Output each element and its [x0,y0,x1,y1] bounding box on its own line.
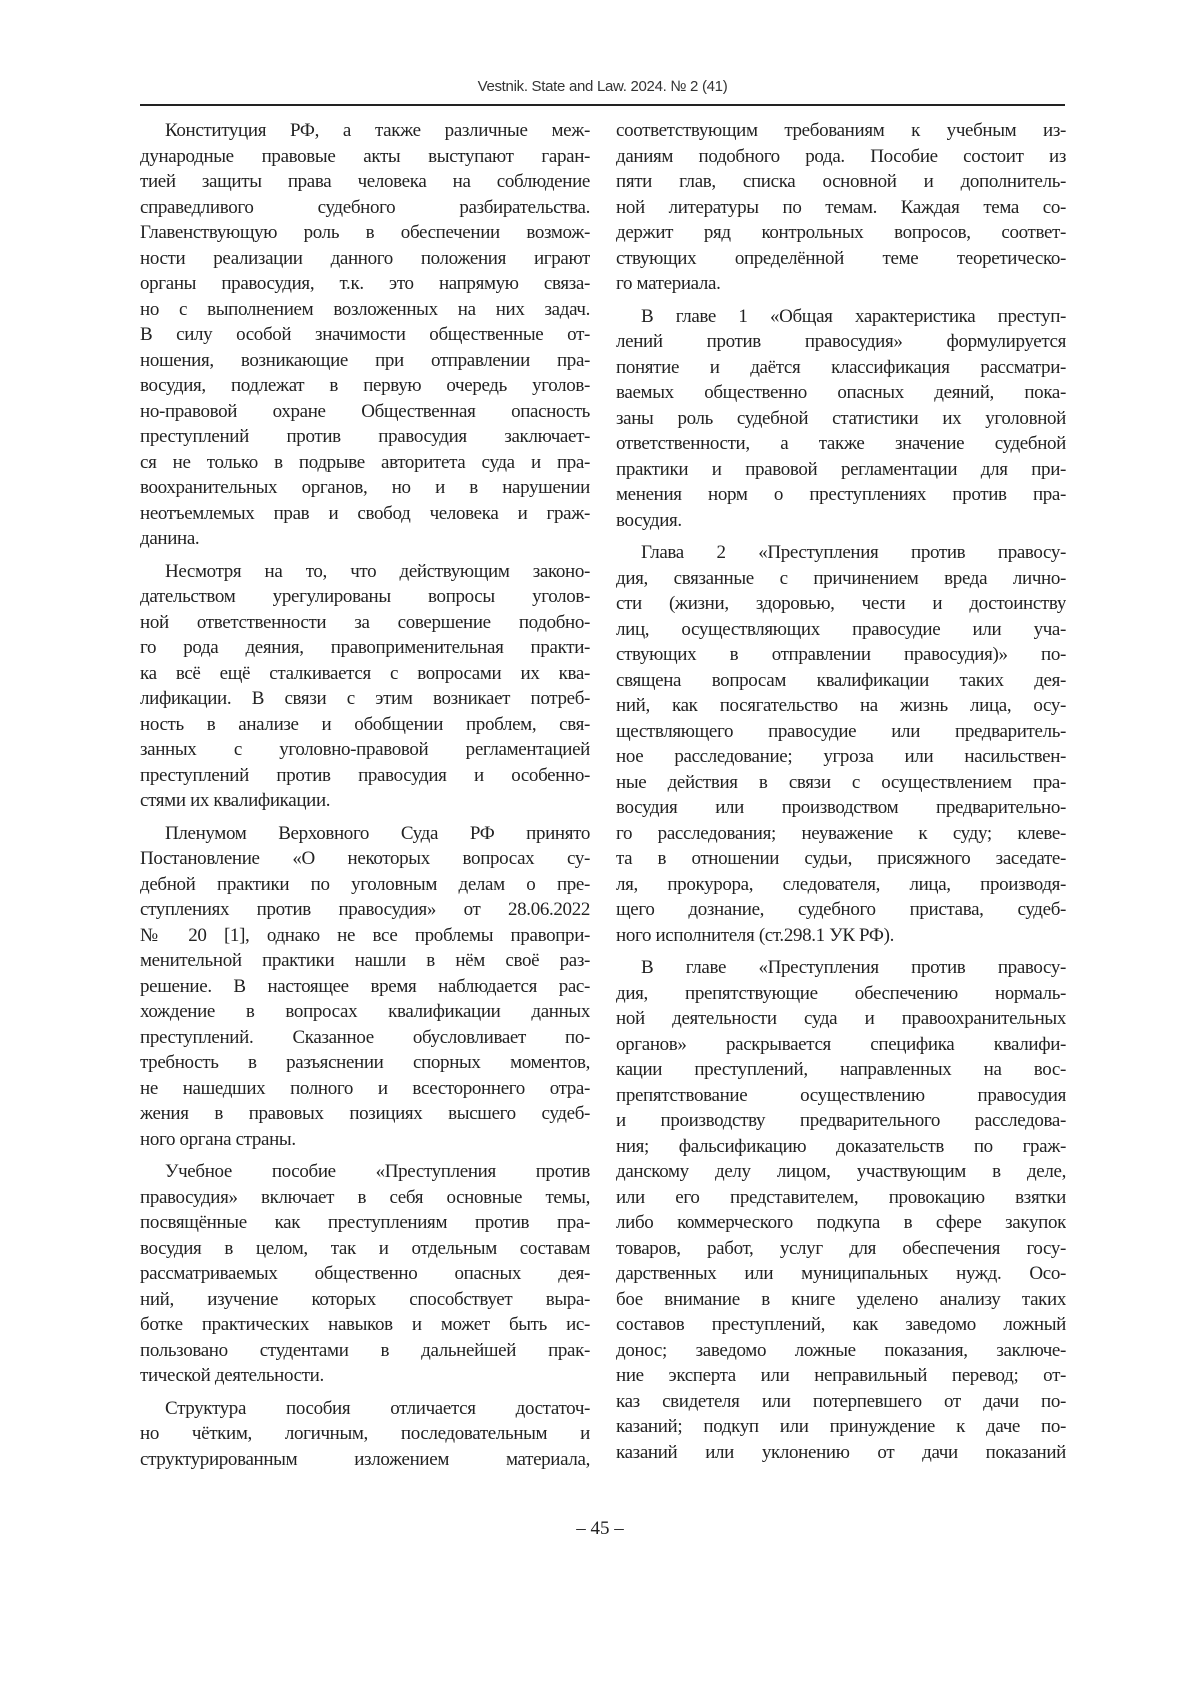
text-line: решение. В настоящее время наблюдается рас- [140,974,590,1000]
text-line: сти (жизни, здоровью, чести и достоинству [616,591,1066,617]
paragraph [140,118,590,552]
text-line: дарственных или муниципальных нужд. Осо- [616,1261,1066,1287]
text-line: ние эксперта или неправильный перевод; от- [616,1363,1066,1389]
text-line: преступлений против правосудия заключает- [140,424,590,450]
text-line: ществляющего правосудие или предваритель- [616,719,1066,745]
text-line: жения в правовых позициях высшего судеб- [140,1101,590,1127]
text-line: ствующих определённой теме теоретическо- [616,246,1066,272]
text-line: или его представителем, провокацию взятки [616,1185,1066,1211]
text-line: щего дознание, судебного пристава, судеб- [616,897,1066,923]
text-line: донос; заведомо ложные показания, заключе- [616,1338,1066,1364]
paragraph [140,1396,590,1473]
text-line: восудия или производством предварительно- [616,795,1066,821]
text-line: восудия в целом, так и отдельным составам [140,1236,590,1262]
text-line: тией защиты права человека на соблюдение [140,169,590,195]
text-line: Пленумом Верховного Суда РФ принято [140,821,590,847]
text-line: В главе «Преступления против правосу- [616,955,1066,981]
paragraph [616,540,1066,948]
text-line: заны роль судебной статистики их уголовной [616,406,1066,432]
text-line: Учебное пособие «Преступления против [140,1159,590,1185]
text-line: справедливого судебного разбирательства. [140,195,590,221]
text-line: и производству предварительного расследова- [616,1108,1066,1134]
text-line: ной деятельности суда и правоохранительных [616,1006,1066,1032]
text-line: даниям подобного рода. Пособие состоит из [616,144,1066,170]
text-line: но чётким, логичным, последовательным и [140,1421,590,1447]
text-line: держит ряд контрольных вопросов, соответ- [616,220,1066,246]
text-line: кации преступлений, направленных на вос- [616,1057,1066,1083]
text-line: неотъемлемых прав и свобод человека и граж- [140,501,590,527]
text-line: Главенствующую роль в обеспечении возмож- [140,220,590,246]
text-line: но-правовой охране Общественная опасность [140,399,590,425]
text-line: ний, как посягательство на жизнь лица, осу- [616,693,1066,719]
text-line: правосудия» включает в себя основные темы, [140,1185,590,1211]
header-rule [140,104,1065,106]
text-line: дательством урегулированы вопросы уголов- [140,584,590,610]
text-line: ность в анализе и обобщении проблем, свя- [140,712,590,738]
text-line: ботке практических навыков и может быть ис- [140,1312,590,1338]
text-line: но с выполнением возложенных на них задач. [140,297,590,323]
text-line: данскому делу лицом, участвующим в деле, [616,1159,1066,1185]
text-line: В главе 1 «Общая характеристика преступ- [616,304,1066,330]
text-line: стями их квалификации. [140,788,590,814]
text-line: лений против правосудия» формулируется [616,329,1066,355]
text-line: каз свидетеля или потерпевшего от дачи по- [616,1389,1066,1415]
text-line: го рода деяния, правоприменительная практи- [140,635,590,661]
text-line: восудия. [616,508,1066,534]
paragraph [616,118,1066,297]
text-line: пяти глав, списка основной и дополнитель- [616,169,1066,195]
text-line: практики и правовой регламентации для при- [616,457,1066,483]
text-line: ответственности, а также значение судебной [616,431,1066,457]
paragraph [140,559,590,814]
text-line: священа вопросам квалификации таких дея- [616,668,1066,694]
text-line: преступлений. Сказанное обусловливает по- [140,1025,590,1051]
text-line: посвящённые как преступлениям против пра- [140,1210,590,1236]
text-line: менения норм о преступлениях против пра- [616,482,1066,508]
text-line: менительной практики нашли в нём своё раз- [140,948,590,974]
paragraph [616,304,1066,534]
text-line: ступлениях против правосудия» от 28.06.2022 [140,897,590,923]
text-line: лификации. В связи с этим возникает потреб- [140,686,590,712]
text-line: бое внимание в книге уделено анализу таких [616,1287,1066,1313]
paragraph [140,821,590,1153]
text-line: преступлений против правосудия и особенно- [140,763,590,789]
text-line: ного органа страны. [140,1127,590,1153]
text-line: го материала. [616,271,1066,297]
text-line: ной ответственности за совершение подобно- [140,610,590,636]
text-line: препятствование осуществлению правосудия [616,1083,1066,1109]
text-line: занных с уголовно-правовой регламентацией [140,737,590,763]
text-line: органы правосудия, т.к. это напрямую связа- [140,271,590,297]
text-line: го расследования; неуважение к суду; клеве- [616,821,1066,847]
text-line: дебной практики по уголовным делам о пре- [140,872,590,898]
text-line: воохранительных органов, но и в нарушении [140,475,590,501]
text-line: № 20 [1], однако не все проблемы правопри- [140,923,590,949]
text-line: дия, препятствующие обеспечению нормаль- [616,981,1066,1007]
text-line: В силу особой значимости общественные от- [140,322,590,348]
text-line: дународные правовые акты выступают гаран- [140,144,590,170]
paragraph [616,955,1066,1465]
text-line: требность в разъяснении спорных моментов, [140,1050,590,1076]
text-line: та в отношении судьи, присяжного заседате- [616,846,1066,872]
text-line: ка всё ещё сталкивается с вопросами их ква- [140,661,590,687]
running-header: Vestnik. State and Law. 2024. № 2 (41) [140,78,1065,95]
text-line: рассматриваемых общественно опасных дея- [140,1261,590,1287]
text-line: соответствующим требованиям к учебным из- [616,118,1066,144]
text-line: тической деятельности. [140,1363,590,1389]
text-line: Постановление «О некоторых вопросах су- [140,846,590,872]
text-line: не нашедших полного и всестороннего отра- [140,1076,590,1102]
text-line: ношения, возникающие при отправлении пра- [140,348,590,374]
text-line: данина. [140,526,590,552]
text-line: казаний или уклонению от дачи показаний [616,1440,1066,1466]
text-line: товаров, работ, услуг для обеспечения госу- [616,1236,1066,1262]
text-line: Конституция РФ, а также различные меж- [140,118,590,144]
paragraph [140,1159,590,1389]
text-line: ного исполнителя (ст.298.1 УК РФ). [616,923,1066,949]
text-line: органов» раскрывается специфика квалифи- [616,1032,1066,1058]
right-column [616,118,1066,1472]
text-line: ствующих в отправлении правосудия)» по- [616,642,1066,668]
text-line: лиц, осуществляющих правосудие или уча- [616,617,1066,643]
left-column [140,118,590,1479]
text-line: ния; фальсификацию доказательств по граж- [616,1134,1066,1160]
text-line: ля, прокурора, следователя, лица, производя- [616,872,1066,898]
text-line: восудия, подлежат в первую очередь уголов- [140,373,590,399]
text-line: казаний; подкуп или принуждение к даче по- [616,1414,1066,1440]
text-line: либо коммерческого подкупа в сфере закупок [616,1210,1066,1236]
text-line: пользовано студентами в дальнейшей прак- [140,1338,590,1364]
text-line: дия, связанные с причинением вреда лично- [616,566,1066,592]
text-line: Глава 2 «Преступления против правосу- [616,540,1066,566]
text-line: ний, изучение которых способствует выра- [140,1287,590,1313]
text-line: хождение в вопросах квалификации данных [140,999,590,1025]
text-line: структурированным изложением материала, [140,1447,590,1473]
text-line: понятие и даётся классификация рассматри- [616,355,1066,381]
text-line: ваемых общественно опасных деяний, пока- [616,380,1066,406]
text-line: ные действия в связи с осуществлением пра- [616,770,1066,796]
text-line: ности реализации данного положения играют [140,246,590,272]
text-line: Структура пособия отличается достаточ- [140,1396,590,1422]
text-line: Несмотря на то, что действующим законо- [140,559,590,585]
text-line: составов преступлений, как заведомо ложный [616,1312,1066,1338]
text-line: ное расследование; угроза или насильствен- [616,744,1066,770]
text-line: ной литературы по темам. Каждая тема со- [616,195,1066,221]
page-number: – 45 – [0,1518,1200,1540]
text-line: ся не только в подрыве авторитета суда и пра- [140,450,590,476]
